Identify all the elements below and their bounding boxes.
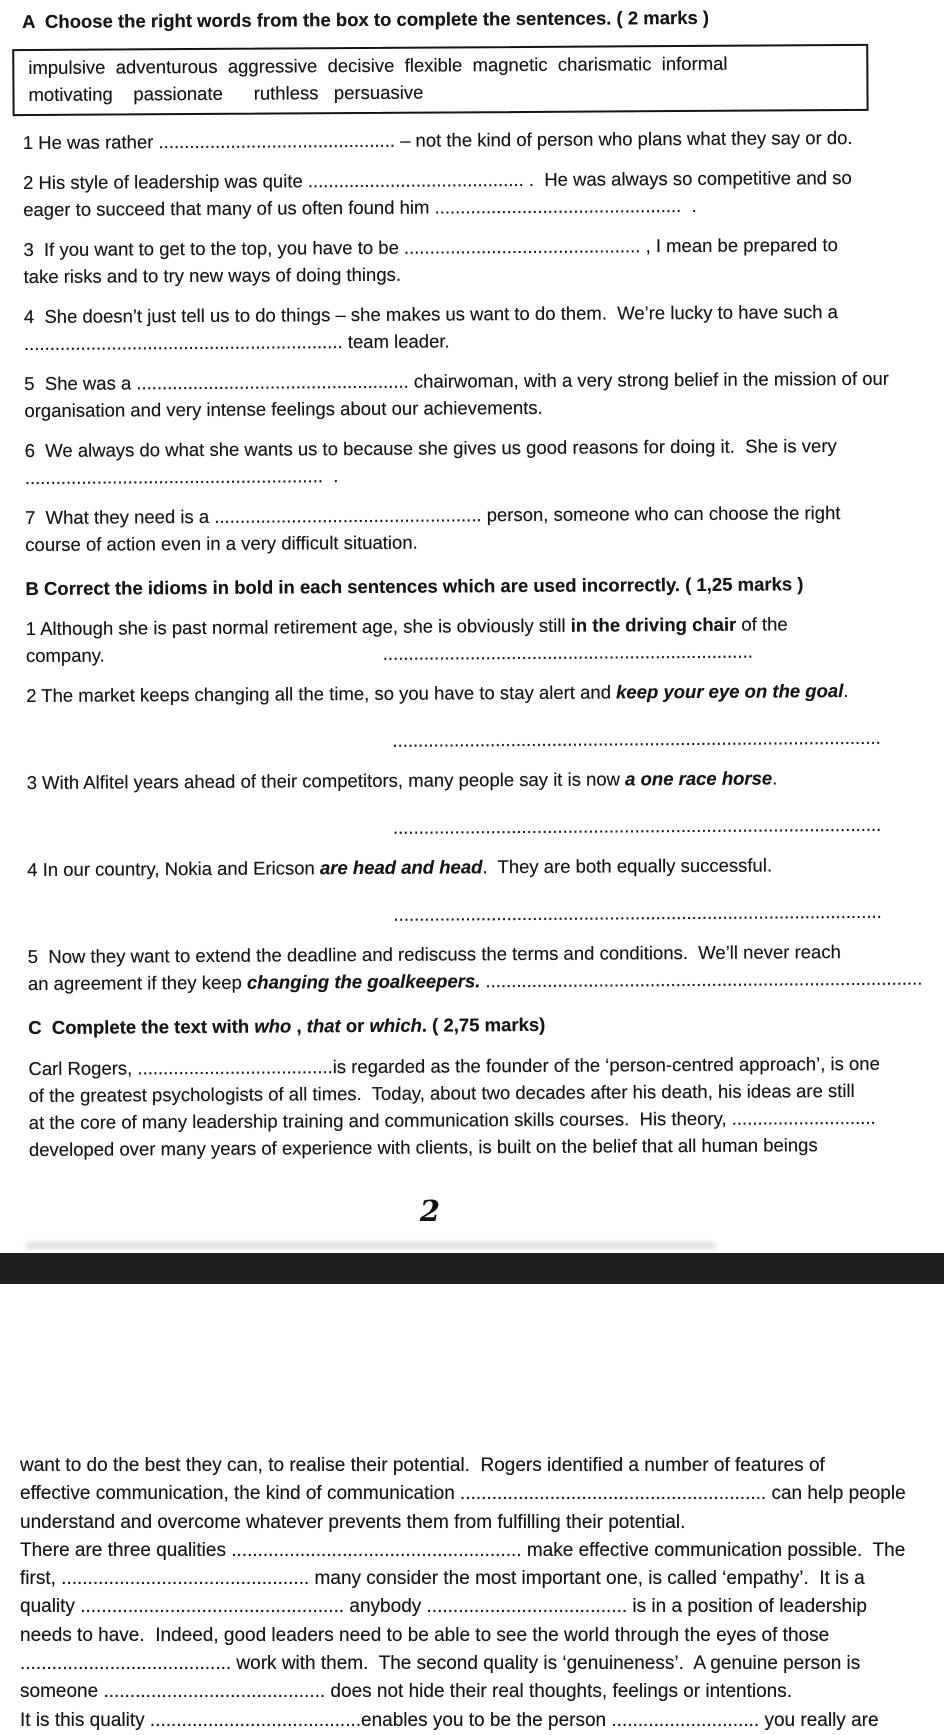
sentence-line [26,637,924,669]
idiom-bold-italic: keep your eye on the goal [616,680,844,703]
answer-blank: ........................................................................ [382,640,753,664]
exercise-b-item-4 [27,851,925,930]
exercise-b-item-1 [26,610,924,669]
sentence-line [27,851,925,883]
idiom-bold-italic: are head and head [319,856,483,879]
idiom-bold: in the driving chair [570,613,737,636]
paragraph-line: at the core of many leadership training and communication skills courses. His theory, ............................ [28,1106,876,1134]
sentence-line: eager to succeed that many of us often found him ................................................ . [23,194,697,221]
worksheet-page-2 [20,1452,930,1735]
paragraph-line: first, ............................................... many consider the most important one, is called ‘empathy’. It is a [20,1568,865,1590]
paragraph-line: understand and overcome whatever prevents them from fulfilling their potential. [20,1511,686,1533]
answer-line: ............................................................................................... [393,900,882,925]
paragraph-line: someone .......................................... does not hide their real thoughts, feelings or intentions. [20,1681,793,1703]
exercise-b-item-3 [27,764,925,843]
word-box [12,44,868,116]
paragraph-line: of the greatest psychologists of all times. Today, about two decades after his death, his ideas are still [28,1079,855,1107]
text-run: 4 In our country, Nokia and Ericson [27,857,321,881]
paragraph-line: Carl Rogers, ......................................is regarded as the founder of the ‘person-centred approach’, is one [28,1052,880,1080]
paragraph-line: ........................................ work with them. The second quality is ‘genuineness’. A genuine person is [20,1653,861,1675]
page-separator-band [0,1253,944,1284]
sentence-line: 4 She doesn’t just tell us to do things – she makes us want to do them. We’re lucky to have such a [23,301,839,328]
text-run: 2 The market keeps changing all the time, so you have to stay alert and [26,681,617,707]
exercise-a-item-6 [25,432,923,491]
word-box-line-2: motivating passionate ruthless persuasive [28,81,424,105]
text-run: . ( 2,75 marks) [421,1013,546,1036]
text-run: . [772,767,778,789]
sentence-line: 3 If you want to get to the top, you have to be .............................................. , I mean be prepared to [23,234,838,261]
section-c-heading [28,1009,926,1041]
sentence-line [28,965,926,997]
paragraph-line: want to do the best they can, to realise their potential. Rogers identified a number of features of [20,1455,825,1476]
exercise-a-item-3 [23,231,921,290]
sentence-line: take risks and to try new ways of doing things. [23,263,402,288]
page-number: 2 [419,1194,441,1228]
sentence-line: 1 He was rather .............................................. – not the kind of person who plans what they say or do. [22,126,853,154]
sentence-line: 5 She was a ..................................................... chairwoman, with a very strong belief in the mission of our [24,367,890,395]
sentence-line: .............................................................. team leader. [23,330,450,355]
paragraph-line: It is this quality ........................................enables you to be the person ............................ you really are [20,1709,879,1731]
text-run: , [291,1015,307,1037]
paragraph-line: There are three qualities ....................................................... make effective communication possible. The [20,1539,906,1561]
exercise-a-item-2 [23,164,921,223]
paragraph-line: developed over many years of experience with clients, is built on the belief that all human beings [28,1134,818,1161]
text-run: C Complete the text with [28,1015,255,1039]
section-c-paragraph [28,1050,927,1163]
sentence-line: 2 His style of leadership was quite .......................................... . He was always so competitive and so [22,166,852,194]
exercise-b-item-2 [26,677,924,756]
text-run: 1 Although she is past normal retirement age, she is obviously still [25,614,571,640]
text-run: 3 With Alfitel years ahead of their competitors, many people say it is now [26,768,626,794]
keyword-which: which [369,1014,422,1036]
exercise-a-item-4 [24,298,922,357]
exercise-a-item-5 [24,365,922,424]
scan-smudge [26,1242,716,1249]
paragraph-line: needs to have. Indeed, good leaders need to be able to see the world through the eyes of those [20,1624,830,1646]
text-run: of the [736,613,788,635]
text-run: company. [25,644,105,667]
text-run: . [843,680,849,702]
exercise-a-item-7 [25,499,923,558]
sentence-line: organisation and very intense feelings about our achievements. [24,396,543,422]
answer-blank: ..................................................................................... [480,967,923,992]
sentence-line [26,677,924,709]
section-a-heading: A Choose the right words from the box to complete the sentences. ( 2 marks ) [21,6,710,33]
word-box-line-1: impulsive adventurous aggressive decisive flexible magnetic charismatic informal [28,52,728,79]
sentence-line: course of action even in a very difficult situation. [25,531,418,556]
sentence-line: 6 We always do what she wants us to because she gives us good reasons for doing it. She is very [24,435,837,462]
section-b-heading: B Correct the idioms in bold in each sentences which are used incorrectly. ( 1,25 marks ) [25,573,804,600]
idiom-bold-italic: a one race horse [625,767,773,790]
answer-line: ............................................................................................... [392,726,881,751]
sentence-line: 5 Now they want to extend the deadline and rediscuss the terms and conditions. We’ll never reach [27,941,841,968]
keyword-that: that [306,1015,341,1037]
blank-gap [105,660,383,662]
idiom-bold-italic: changing the goalkeepers. [246,970,481,993]
paragraph-line: quality .................................................. anybody ...................................... is in a position of leadership [20,1596,867,1618]
answer-line: ............................................................................................... [392,813,882,838]
text-run: . They are both equally successful. [482,854,773,878]
sentence-line: .......................................................... . [24,465,339,489]
paragraph-line: effective communication, the kind of communication .......................................................... can help people [20,1483,906,1505]
exercise-a-item-1 [23,124,921,156]
sentence-line: 7 What they need is a .................................................... person, someone who can choose the right [25,502,841,529]
text-run: or [340,1014,370,1037]
exercise-b-item-5 [28,938,926,997]
sentence-line [27,764,925,796]
text-run: an agreement if they keep [27,971,248,995]
keyword-who: who [254,1015,292,1037]
